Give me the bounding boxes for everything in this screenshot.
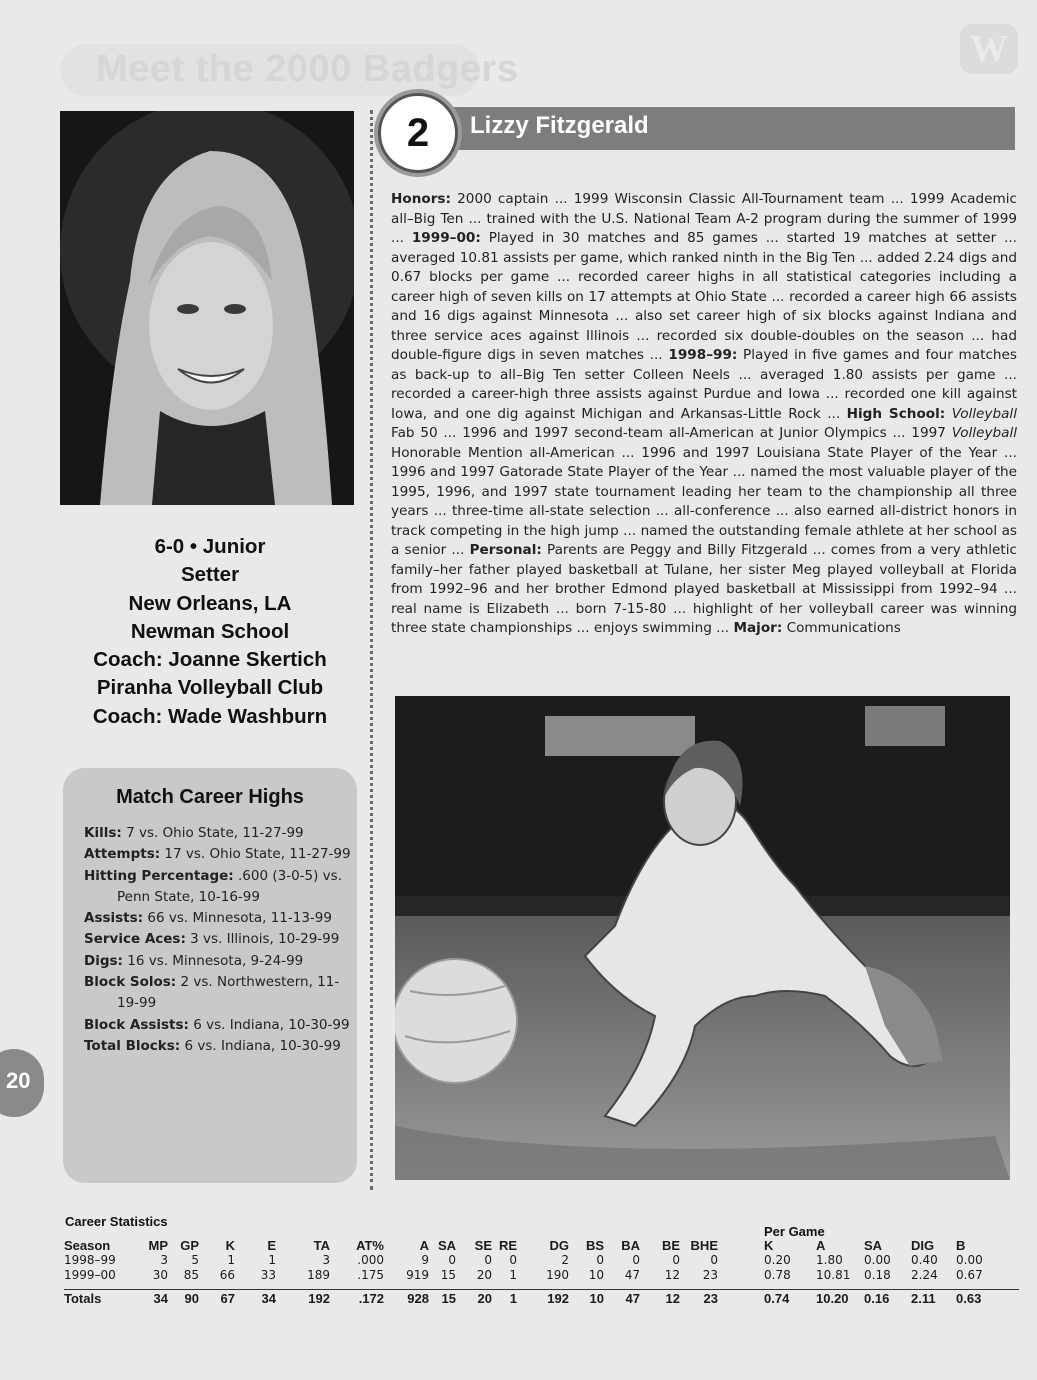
page-number: 20 <box>6 1068 31 1093</box>
stats-total-cell-12: 10 <box>589 1291 604 1306</box>
high-school-italic-2: Volleyball <box>951 425 1017 441</box>
high-school-text-2: Honorable Mention all-American ... 1996 and 1997 Louisiana State Player of the Year ... 1996 and 1997 Gatorade State Player of the Year ... named the most valuable player of the 1995, 1996, and 1997 state tournament leading her team to the championship all three years ... three-time all-state selection ... all-conference ... also earned all-district honors in track competing in the high jump ... named the outstanding female athlete at her school as a senior ... <box>391 444 1017 558</box>
page-header-title: Meet the 2000 Badgers <box>96 48 519 90</box>
player-biography <box>391 190 1017 639</box>
career-high-item <box>84 908 352 929</box>
stats-cell-7: 9 <box>421 1253 429 1267</box>
career-high-item <box>84 1015 352 1036</box>
stats-cell-2: 85 <box>183 1268 199 1282</box>
table-row <box>64 1268 1019 1283</box>
club-team: Piranha Volleyball Club <box>96 676 324 700</box>
player-info <box>60 533 360 731</box>
stats-cell-20: 0.00 <box>956 1253 983 1267</box>
career-high-label: Service Aces: <box>84 931 186 948</box>
stats-total-cell-14: 12 <box>665 1291 680 1306</box>
totals-divider <box>64 1289 1019 1290</box>
career-high-value: 7 vs. Ohio State, 11-27-99 <box>121 825 304 841</box>
stats-header-cell-13: BA <box>621 1238 640 1253</box>
stats-cell-6: .175 <box>357 1268 384 1282</box>
high-school-coach: Coach: Joanne Skertich <box>93 648 327 672</box>
career-high-value: 66 vs. Minnesota, 11-13-99 <box>143 910 332 927</box>
high-school-text-1: Fab 50 ... 1996 and 1997 second-team all-American at Junior Olympics ... 1997 <box>391 425 952 441</box>
career-stats-table <box>64 1238 1019 1306</box>
career-high-label: Total Blocks: <box>84 1037 181 1054</box>
stats-cell-6: .000 <box>357 1253 384 1267</box>
jersey-number-badge: 2 <box>378 93 458 173</box>
stats-total-cell-4: 34 <box>261 1291 276 1306</box>
career-high-label: Attempts: <box>84 846 161 863</box>
stats-total-cell-10: 1 <box>509 1291 517 1306</box>
stats-header-cell-7: A <box>419 1238 429 1253</box>
stats-total-cell-2: 90 <box>184 1291 199 1306</box>
stats-cell-12: 10 <box>588 1268 604 1282</box>
stats-cell-19: 0.40 <box>911 1253 938 1267</box>
stats-header-cell-1: MP <box>148 1238 168 1253</box>
stats-header-cell-16: K <box>764 1238 774 1253</box>
stats-cell-18: 0.18 <box>864 1268 891 1282</box>
stats-header-row <box>64 1238 1019 1253</box>
stats-header-cell-20: B <box>956 1238 966 1253</box>
stats-header-cell-8: SA <box>437 1238 456 1253</box>
stats-header-cell-3: K <box>225 1238 235 1253</box>
stats-total-cell-13: 47 <box>625 1291 640 1306</box>
stats-total-cell-16: 0.74 <box>764 1291 790 1306</box>
table-row <box>64 1253 1019 1268</box>
stats-total-cell-5: 192 <box>308 1291 330 1306</box>
stats-totals-row <box>64 1291 1019 1306</box>
stats-cell-5: 189 <box>307 1268 330 1282</box>
stats-cell-2: 5 <box>191 1253 199 1267</box>
stats-cell-5: 3 <box>322 1253 330 1267</box>
stats-total-cell-0: Totals <box>64 1291 102 1306</box>
stats-cell-11: 2 <box>561 1253 569 1267</box>
stats-header-cell-12: BS <box>585 1238 604 1253</box>
hometown: New Orleans, LA <box>128 591 292 615</box>
stats-total-cell-1: 34 <box>153 1291 168 1306</box>
stats-cell-13: 0 <box>632 1253 640 1267</box>
stats-cell-13: 47 <box>624 1268 640 1282</box>
stats-header-cell-10: RE <box>498 1238 517 1253</box>
season-1998-text: Played in five games and four matches as back-up to all–Big Ten setter Colleen Neels ... averaged 1.80 assists per game ... recorded a career-high three assists against Purdue and Iowa ... recorded one kill against Iowa, and one dig against Michigan and Arkansas-Little Rock ... <box>391 347 1017 422</box>
career-high-value: 16 vs. Minnesota, 9-24-99 <box>122 952 304 969</box>
season-1999-text: Played in 30 matches and 85 games ... started 19 matches at setter ... averaged 10.81 assists per game, which ranked ninth in the Big Ten ... added 2.24 digs and 0.67 blocks per game ... recorded career highs in all statistical categories including a career high of seven kills on 17 attempts at Ohio State ... recorded a career high 66 assists and 16 digs against Minnesota ... also set career high of six blocks against Indiana and three service aces against Illinois ... recorded six double-doubles on the season ... had double-figure digs in seven matches ... <box>391 230 1017 363</box>
career-high-item <box>84 972 352 1015</box>
stats-cell-3: 66 <box>219 1268 235 1282</box>
season-1998-label: 1998–99: <box>668 347 738 363</box>
stats-total-cell-3: 67 <box>220 1291 235 1306</box>
career-high-label: Digs: <box>84 952 123 969</box>
career-high-value: 17 vs. Ohio State, 11-27-99 <box>160 846 351 863</box>
career-high-item <box>84 951 352 972</box>
career-high-value: .600 (3-0-5) vs. Penn State, 10-16-99 <box>117 867 342 905</box>
stats-cell-17: 1.80 <box>816 1253 843 1267</box>
stats-cell-10: 1 <box>509 1268 517 1282</box>
stats-header-cell-4: E <box>267 1238 276 1253</box>
stats-cell-14: 12 <box>664 1268 680 1282</box>
action-photo <box>395 696 1010 1180</box>
personal-label: Personal: <box>469 542 542 558</box>
career-high-label: Assists: <box>84 910 144 927</box>
height-class: 6-0 • Junior <box>154 535 266 558</box>
stats-header-cell-18: SA <box>864 1238 883 1253</box>
stats-cell-3: 1 <box>227 1253 235 1267</box>
stats-total-cell-17: 10.20 <box>816 1291 849 1306</box>
stats-cell-15: 23 <box>702 1268 718 1282</box>
stats-total-cell-15: 23 <box>703 1291 718 1306</box>
career-high-value: 6 vs. Indiana, 10-30-99 <box>188 1016 350 1033</box>
career-high-item <box>84 929 352 950</box>
per-game-label: Per Game <box>764 1224 825 1239</box>
stats-cell-9: 20 <box>476 1268 492 1282</box>
season-1999-label: 1999–00: <box>411 230 481 246</box>
career-high-item <box>84 866 352 909</box>
position: Setter <box>180 563 240 587</box>
stats-cell-14: 0 <box>672 1253 680 1267</box>
stats-cell-8: 15 <box>440 1268 456 1282</box>
stats-cell-8: 0 <box>448 1253 456 1267</box>
major-text: Communications <box>782 620 901 636</box>
stats-cell-10: 0 <box>509 1253 517 1267</box>
career-high-label: Block Assists: <box>84 1016 189 1033</box>
career-high-item <box>84 844 352 865</box>
column-divider <box>370 110 373 1190</box>
high-school-label: High School: <box>846 405 946 422</box>
high-school: Newman School <box>130 619 290 643</box>
honors-label: Honors: <box>391 191 451 207</box>
stats-cell-1: 3 <box>160 1253 168 1267</box>
stats-header-cell-9: SE <box>474 1238 492 1253</box>
stats-header-cell-5: TA <box>313 1238 330 1253</box>
stats-header-cell-11: DG <box>549 1238 569 1253</box>
stats-cell-9: 0 <box>484 1253 492 1267</box>
stats-cell-16: 0.20 <box>764 1253 791 1267</box>
stats-header-cell-15: BHE <box>690 1238 718 1253</box>
stats-cell-0: 1999–00 <box>64 1268 116 1282</box>
stats-header-cell-17: A <box>816 1238 826 1253</box>
personal-text: Parents are Peggy and Billy Fitzgerald ... comes from a very athletic family–her father played basketball at Tulane, her sister Meg played volleyball at Florida from 1992–96 and her brother Edmond played basketball at Mississippi from 1992–94 ... real name is Elizabeth ... born 7-15-80 ... highlight of her volleyball career was winning three state championships ... enjoys swimming ... <box>391 542 1017 636</box>
stats-cell-1: 30 <box>152 1268 168 1282</box>
honors-text: 2000 captain ... 1999 Wisconsin Classic All-Tournament team ... 1999 Academic all–Big Ten ... trained with the U.S. National Team A-2 program during the summer of 1999 ... <box>391 191 1017 246</box>
stats-total-cell-7: 928 <box>407 1291 429 1306</box>
career-high-item <box>84 1036 352 1057</box>
career-high-label: Kills: <box>84 825 122 841</box>
stats-header-cell-14: BE <box>661 1238 680 1253</box>
stats-header-cell-2: GP <box>180 1238 199 1253</box>
career-highs-title: Match Career Highs <box>116 786 304 808</box>
career-high-label: Block Solos: <box>84 974 177 991</box>
stats-cell-11: 190 <box>546 1268 569 1282</box>
stats-cell-0: 1998–99 <box>64 1253 116 1267</box>
stats-header-cell-19: DIG <box>911 1238 935 1253</box>
stats-cell-18: 0.00 <box>864 1253 891 1267</box>
stats-cell-15: 0 <box>710 1253 718 1267</box>
career-high-value: 2 vs. Northwestern, 11-19-99 <box>117 974 340 1012</box>
stats-total-cell-8: 15 <box>441 1291 456 1306</box>
club-coach: Coach: Wade Washburn <box>92 704 328 728</box>
high-school-italic-1: Volleyball <box>951 405 1017 422</box>
stats-cell-20: 0.67 <box>956 1268 983 1282</box>
stats-header-cell-6: AT% <box>356 1238 384 1253</box>
stats-cell-4: 33 <box>260 1268 276 1282</box>
career-stats-title: Career Statistics <box>65 1214 168 1229</box>
player-name: Lizzy Fitzgerald <box>470 112 649 139</box>
career-high-item <box>84 823 352 844</box>
career-highs-list <box>84 823 352 1057</box>
stats-total-cell-18: 0.16 <box>864 1291 890 1306</box>
career-high-label: Hitting Percentage: <box>84 867 234 884</box>
stats-cell-7: 919 <box>406 1268 429 1282</box>
career-high-value: 3 vs. Illinois, 10-29-99 <box>185 931 340 948</box>
stats-total-cell-6: .172 <box>358 1291 384 1306</box>
stats-cell-19: 2.24 <box>911 1268 938 1282</box>
stats-cell-4: 1 <box>268 1253 276 1267</box>
stats-total-cell-11: 192 <box>547 1291 569 1306</box>
stats-cell-12: 0 <box>596 1253 604 1267</box>
stats-total-cell-19: 2.11 <box>911 1291 936 1306</box>
major-label: Major: <box>733 620 783 636</box>
stats-cell-17: 10.81 <box>816 1268 851 1282</box>
player-portrait-photo <box>60 111 354 505</box>
career-high-value: 6 vs. Indiana, 10-30-99 <box>180 1037 341 1054</box>
stats-total-cell-20: 0.63 <box>956 1291 982 1306</box>
stats-header-cell-0: Season <box>64 1238 111 1253</box>
stats-total-cell-9: 20 <box>477 1291 492 1306</box>
w-logo: W <box>960 24 1018 74</box>
stats-cell-16: 0.78 <box>764 1268 791 1282</box>
